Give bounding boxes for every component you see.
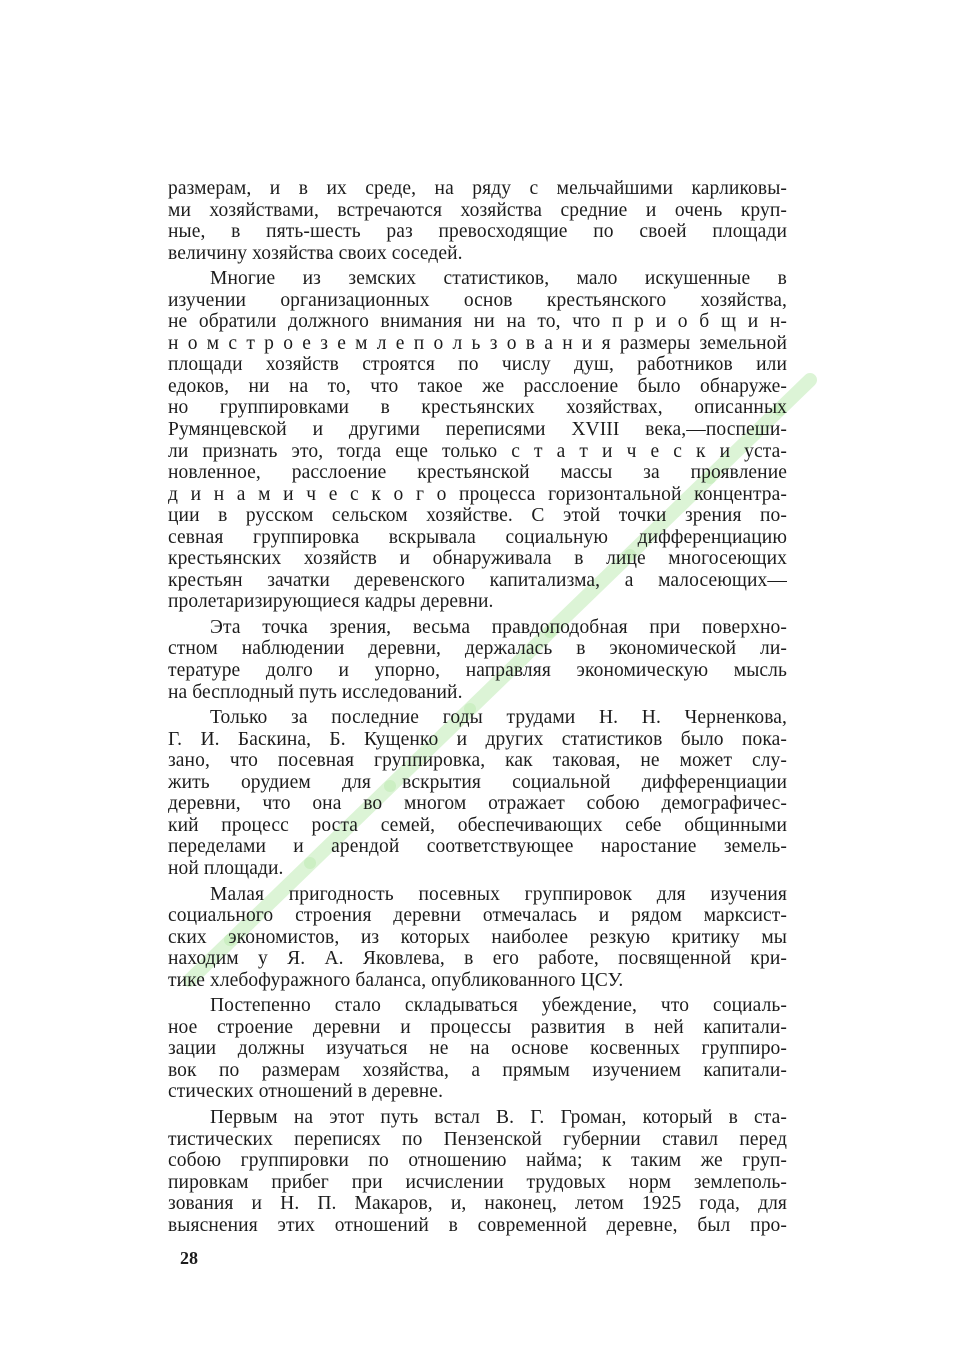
- text-line: жить орудием для вскрытия социальной дифференциации: [168, 771, 787, 793]
- paragraph: [168, 617, 787, 703]
- text-line: ные, в пять-шесть раз превосходящие по своей площади: [168, 221, 787, 243]
- paragraph: [168, 268, 787, 613]
- text-line: крестьянских хозяйств и обнаруживала в лице многосеющих: [168, 548, 787, 570]
- text-line: тике хлебофуражного баланса, опубликованного ЦСУ.: [168, 969, 624, 991]
- text-line: ских экономистов, из которых наиболее резкую критику мы: [168, 926, 787, 948]
- book-page-text: [168, 178, 787, 1240]
- text-line: н о м с т р о е з е м л е п о л ь з о в а н и я размеры земельной: [168, 332, 787, 354]
- text-line: Малая пригодность посевных группировок для изучения: [210, 883, 787, 905]
- text-line: тературе долго и упорно, направляя экономическую мысль: [168, 660, 787, 682]
- text-line: изучении организационных основ крестьянского хозяйства,: [168, 289, 787, 311]
- paragraph: [168, 1107, 787, 1236]
- text-line: Многие из земских статистиков, мало искушенные в: [210, 268, 787, 290]
- text-line: зации должны изучаться не на основе косвенных группиро-: [168, 1038, 787, 1060]
- text-line: Только за последние годы трудами Н. Н. Черненкова,: [210, 707, 787, 729]
- text-line: ли признать это, тогда еще только с т а т и ч е с к и уста-: [168, 440, 787, 462]
- text-line: Румянцевской и другими переписями XVIII века,—поспеши-: [168, 419, 787, 441]
- text-line: зано, что посевная группировка, как таковая, не может слу-: [168, 750, 787, 772]
- text-line: д и н а м и ч е с к о г о процесса горизонтальной концентра-: [168, 483, 787, 505]
- text-line: размерам, и в их среде, на ряду с мельчайшими карликовы-: [168, 178, 787, 199]
- text-line: Первым на этот путь встал В. Г. Громан, который в ста-: [210, 1106, 787, 1128]
- text-line: ции в русском сельском хозяйстве. С этой точки зрения по-: [168, 505, 787, 527]
- text-line: ной площади.: [168, 857, 284, 879]
- text-line: ми хозяйствами, встречаются хозяйства средние и очень круп-: [168, 199, 787, 221]
- text-line: пировкам прибег при исчислении трудовых норм землеполь-: [168, 1171, 787, 1193]
- text-line: но группировками в крестьянских хозяйствах, описанных: [168, 397, 787, 419]
- text-line: ное строение деревни и процессы развития в ней капитали-: [168, 1016, 787, 1038]
- text-line: вок по размерам хозяйства, а прямым изучением капитали-: [168, 1059, 787, 1081]
- text-line: тистических переписях по Пензенской губернии ставил перед: [168, 1128, 787, 1150]
- page-number: 28: [180, 1248, 198, 1268]
- text-line: Г. И. Баскина, Б. Кущенко и других статистиков было пока-: [168, 728, 787, 750]
- text-line: крестьян зачатки деревенского капитализма, а малосеющих—: [168, 569, 787, 591]
- paragraph: [168, 995, 787, 1103]
- text-line: величину хозяйства своих соседей.: [168, 242, 463, 264]
- text-line: площади хозяйств строятся по числу душ, работников или: [168, 354, 787, 376]
- text-line: социального строения деревни отмечалась и рядом марксист-: [168, 905, 787, 927]
- text-line: кий процесс роста семей, обеспечивающих себе общинными: [168, 814, 787, 836]
- text-line: севная группировка вскрывала социальную дифференциацию: [168, 526, 787, 548]
- text-line: Эта точка зрения, весьма правдоподобная при поверхно-: [210, 616, 787, 638]
- paragraph: [168, 178, 787, 264]
- text-line: переделами и арендой соответствующее наростание земель-: [168, 836, 787, 858]
- text-line: едоков, ни на то, что такое же расслоение было обнаруже-: [168, 375, 787, 397]
- text-line: деревни, что она во многом отражает собою демографичес-: [168, 793, 787, 815]
- text-line: собою группировки по отношению найма; к таким же груп-: [168, 1150, 787, 1172]
- text-line: пролетаризирующиеся кадры деревни.: [168, 591, 494, 613]
- text-line: стических отношений в деревне.: [168, 1081, 444, 1103]
- text-line: новленное, расслоение крестьянской массы за проявление: [168, 462, 787, 484]
- text-line: зования и Н. П. Макаров, и, наконец, летом 1925 года, для: [168, 1193, 787, 1215]
- text-line: стном наблюдении деревни, держалась в экономической ли-: [168, 638, 787, 660]
- text-line: выяснения этих отношений в современной деревне, был про-: [168, 1214, 787, 1236]
- text-line: находим у Я. А. Яковлева, в его работе, посвященной кри-: [168, 948, 787, 970]
- paragraph: [168, 707, 787, 879]
- paragraph: [168, 884, 787, 992]
- text-line: Постепенно стало складываться убеждение, что социаль-: [210, 995, 787, 1017]
- text-line: не обратили должного внимания ни на то, что п р и о б щ и н-: [168, 311, 787, 333]
- text-line: на бесплодный путь исследований.: [168, 681, 463, 703]
